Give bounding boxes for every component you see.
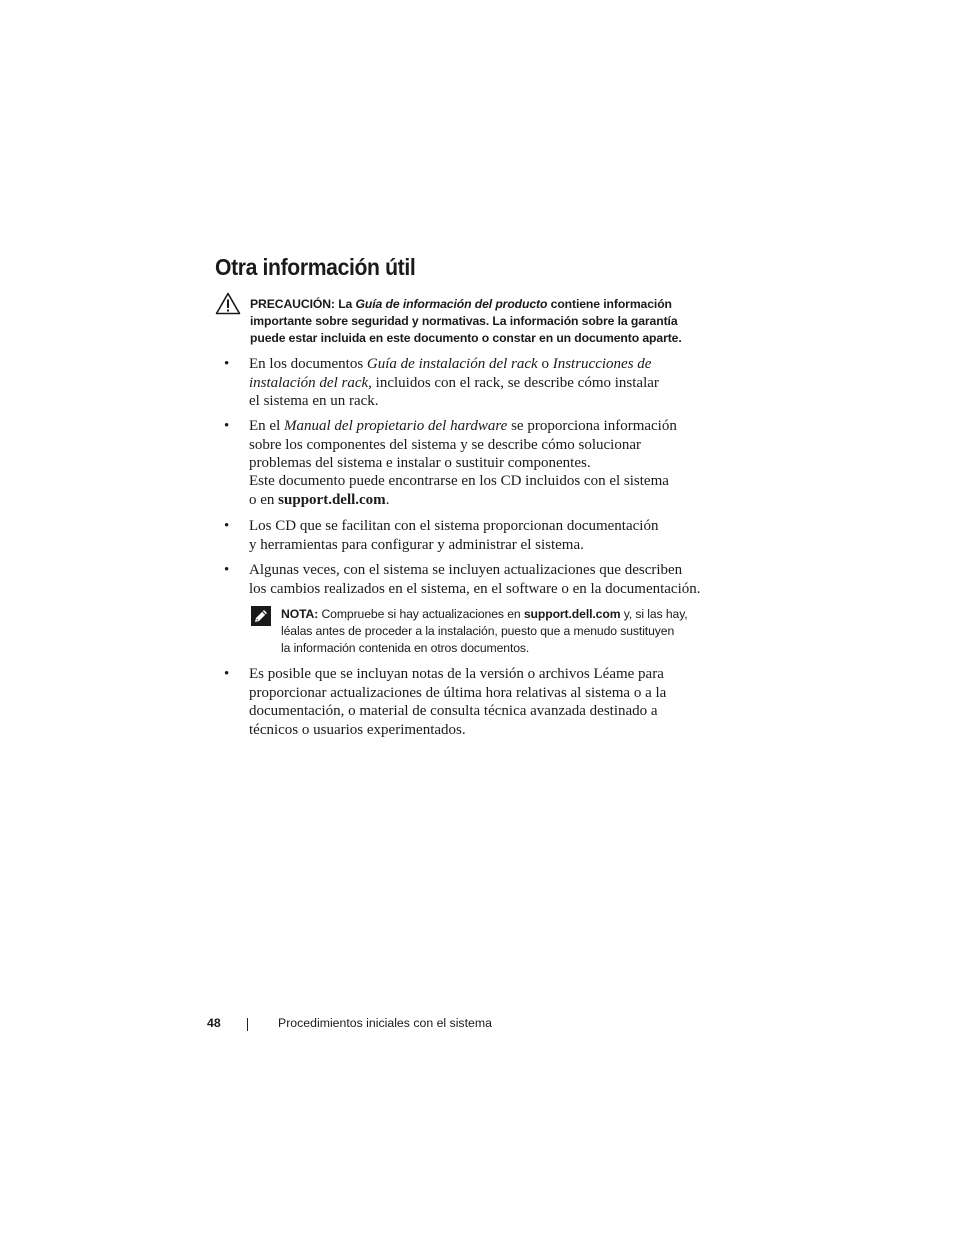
list-item-text: se proporciona información bbox=[511, 418, 677, 434]
list-item-text: En el bbox=[249, 418, 281, 434]
note-text: la información contenida en otros documentos. bbox=[281, 641, 530, 655]
support-url-link[interactable]: support.dell.com bbox=[523, 607, 621, 621]
support-url-link[interactable]: support.dell.com bbox=[278, 491, 386, 508]
bullet-marker: • bbox=[224, 666, 230, 682]
list-item-text: documentación, o material de consulta técnica avanzada destinado a bbox=[249, 703, 658, 720]
caution-text: contiene información bbox=[550, 297, 672, 311]
bullet-marker: • bbox=[224, 356, 230, 372]
product-info-guide-title: Guía de información del producto bbox=[355, 297, 548, 311]
list-item-text: o bbox=[541, 356, 549, 372]
list-item-text: , incluidos con el rack, se describe cómo instalar bbox=[368, 374, 659, 391]
list-item-text: Es posible que se incluyan notas de la versión o archivos Léame para bbox=[249, 666, 664, 682]
hardware-owners-manual-title: Manual del propietario del hardware bbox=[284, 418, 508, 434]
bullet-marker: • bbox=[224, 518, 230, 534]
footer-section-title: Procedimientos iniciales con el sistema bbox=[278, 1016, 492, 1030]
rack-instructions-title: instalación del rack bbox=[249, 374, 369, 391]
list-item-text: o en bbox=[249, 491, 275, 508]
note-text: léalas antes de proceder a la instalación, puesto que a menudo sustituyen bbox=[281, 624, 675, 638]
note-notice bbox=[281, 606, 721, 657]
list-item-text: Los CD que se facilitan con el sistema proporcionan documentación bbox=[249, 518, 659, 534]
note-pencil-icon bbox=[251, 606, 271, 626]
list-item-text: . bbox=[385, 491, 390, 508]
list-item-text: Este documento puede encontrarse en los CD incluidos con el sistema bbox=[249, 473, 669, 490]
list-item-text: Algunas veces, con el sistema se incluyen actualizaciones que describen bbox=[249, 562, 683, 578]
note-text: Compruebe si hay actualizaciones en bbox=[321, 607, 521, 621]
bullet-marker: • bbox=[224, 418, 230, 434]
list-item-text: los cambios realizados en el sistema, en el software o en la documentación. bbox=[249, 580, 701, 597]
footer-divider bbox=[247, 1018, 248, 1031]
list-item-text: proporcionar actualizaciones de última hora relativas al sistema o a la bbox=[249, 684, 667, 701]
caution-line-3: puede estar incluida en este documento o constar en un documento aparte. bbox=[250, 331, 682, 345]
list-item bbox=[249, 665, 729, 740]
list-item bbox=[249, 561, 729, 598]
list-item-text: En los documentos bbox=[249, 356, 364, 372]
caution-text: La bbox=[338, 297, 353, 311]
rack-install-guide-title: Guía de instalación del rack bbox=[366, 356, 538, 372]
list-item-text: el sistema en un rack. bbox=[249, 393, 379, 410]
note-label: NOTA: bbox=[281, 607, 319, 621]
caution-line-1 bbox=[250, 296, 710, 313]
bullet-marker: • bbox=[224, 562, 230, 578]
list-item-text: técnicos o usuarios experimentados. bbox=[249, 722, 466, 739]
list-item-text: y herramientas para configurar y administrar el sistema. bbox=[249, 536, 584, 553]
caution-line-2: importante sobre seguridad y normativas. La información sobre la garantía bbox=[250, 314, 678, 328]
caution-label: PRECAUCIÓN: bbox=[250, 297, 335, 311]
note-text: y, si las hay, bbox=[623, 607, 688, 621]
list-item bbox=[249, 417, 729, 510]
rack-instructions-title: Instrucciones de bbox=[552, 356, 652, 372]
caution-triangle-icon bbox=[215, 292, 241, 315]
caution-notice bbox=[250, 296, 710, 347]
list-item bbox=[249, 355, 729, 411]
list-item-text: problemas del sistema e instalar o sustituir componentes. bbox=[249, 455, 591, 472]
list-item-text: sobre los componentes del sistema y se describe cómo solucionar bbox=[249, 436, 641, 453]
page-number: 48 bbox=[207, 1016, 221, 1030]
list-item bbox=[249, 517, 729, 554]
page-title: Otra información útil bbox=[215, 254, 416, 280]
